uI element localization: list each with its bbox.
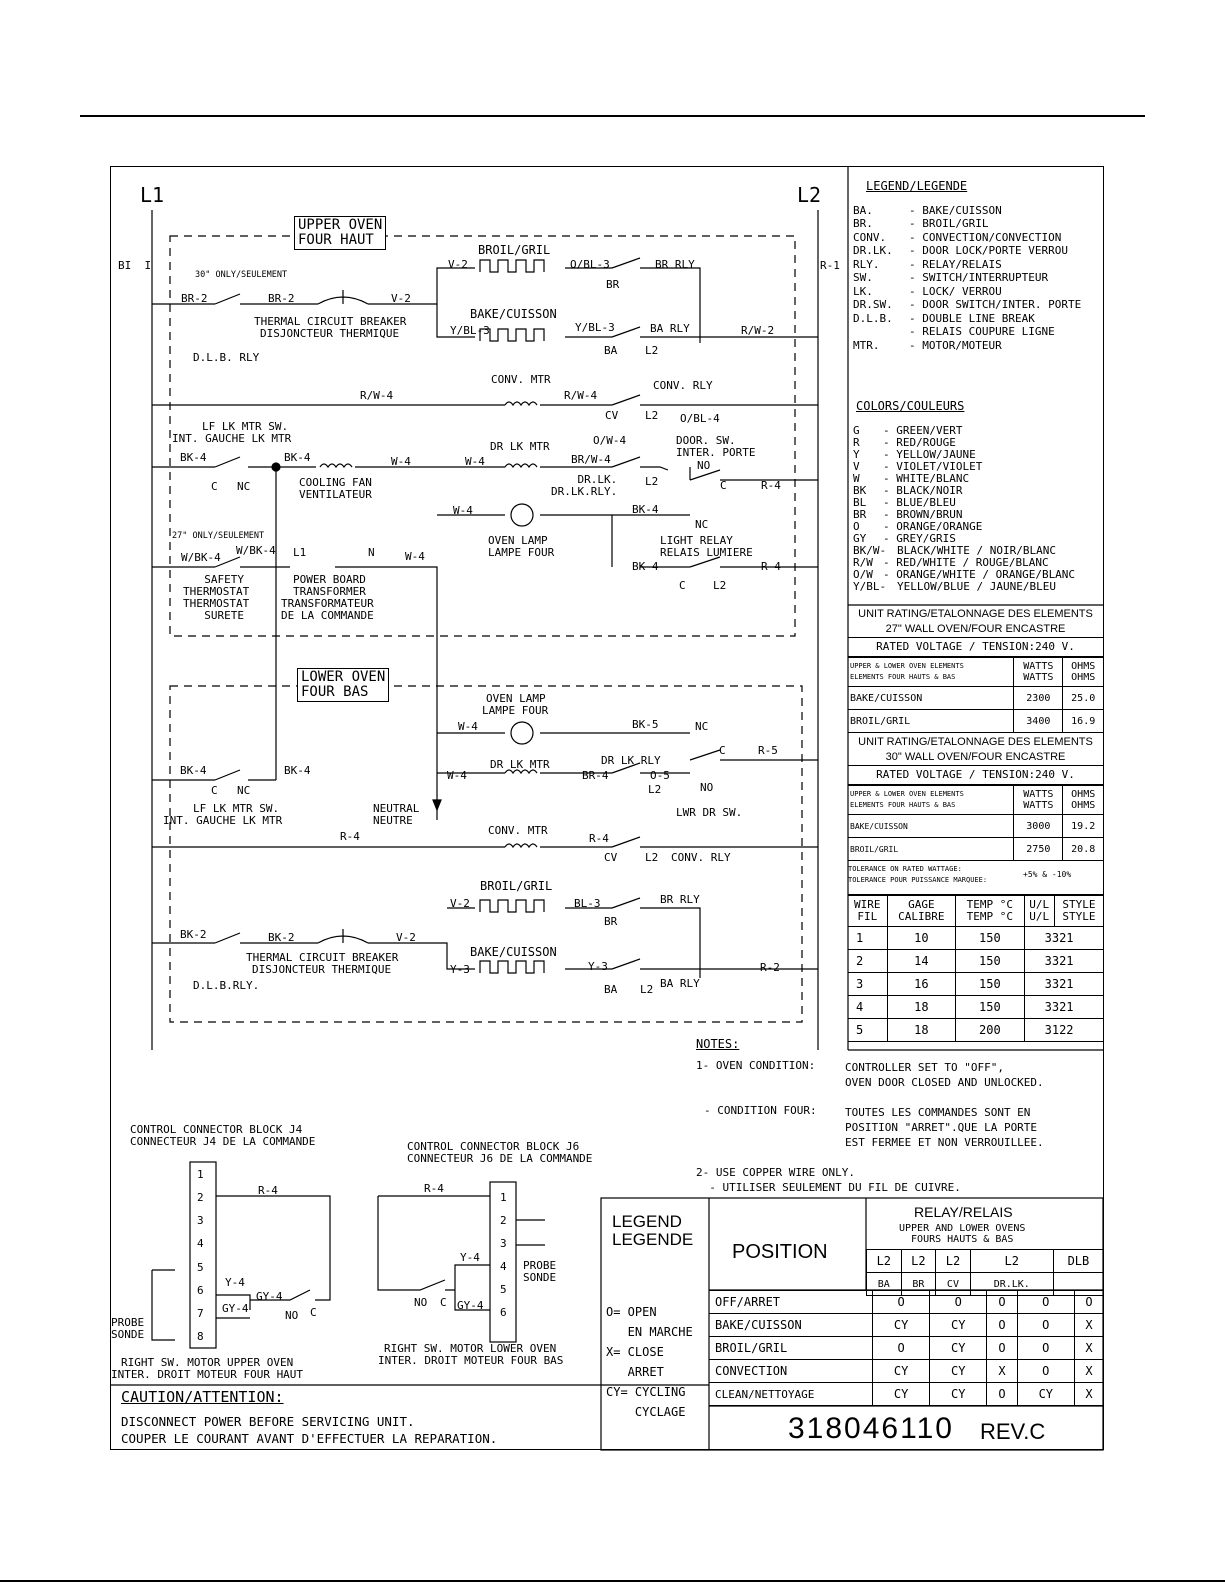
label-bk2b: BK-2 [268, 931, 295, 944]
label-br-rly-upper: BR RLY [655, 258, 695, 271]
label-bk4d: BK-4 [632, 560, 659, 573]
label-v2b: V-2 [448, 258, 468, 271]
label-w4a-lower: W-4 [458, 720, 478, 733]
j4-no: NO [285, 1309, 299, 1322]
label-w4c: W-4 [453, 504, 473, 517]
j4-caption: RIGHT SW. MOTOR UPPER OVEN INTER. DROIT MOTEUR FOUR HAUT [111, 1356, 304, 1381]
color-desc: - BLUE/BLEU [883, 496, 956, 509]
label-w4a: W-4 [391, 455, 411, 468]
label-w4b-lower: W-4 [447, 769, 467, 782]
label-bk4b: BK-4 [284, 451, 311, 464]
legend-item-desc: - LOCK/ VERROU [909, 285, 1002, 298]
label-wbk4b: W/BK-4 [236, 544, 276, 557]
color-code: BK [853, 484, 867, 497]
label-br2a: BR-2 [181, 292, 208, 305]
color-desc: YELLOW/BLUE / JAUNE/BLEU [897, 580, 1056, 593]
color-desc: - GREY/GRIS [883, 532, 956, 545]
bl-label: BI I [118, 259, 152, 272]
power-board-label: POWER BOARD TRANSFORMER TRANSFORMATEUR DE LA COMMANDE [281, 573, 374, 622]
label-r4b-upper: R-4 [761, 560, 781, 573]
color-code: W [853, 472, 860, 485]
color-desc: - YELLOW/JAUNE [883, 448, 976, 461]
table-row: BROIL/GRIL O CY O O X [709, 1337, 1103, 1360]
label-ba-upper: BA [604, 344, 618, 357]
j6-pin: 4 [500, 1260, 507, 1273]
revision: REV.C [980, 1419, 1046, 1444]
label-obl4: O/BL-4 [680, 412, 720, 425]
label-l2c: L2 [645, 475, 659, 488]
color-code: O/W [853, 568, 873, 581]
label-lwr-dr-sw: LWR DR SW. [676, 806, 743, 819]
legend-item: D.L.B. [853, 312, 893, 325]
j6-gy4: GY-4 [457, 1299, 484, 1312]
label-br-rly-lower: BR RLY [660, 893, 700, 906]
legend-item: RLY. [853, 258, 880, 271]
label-dlb-lower: D.L.B.RLY. [193, 979, 260, 992]
label-conv-rly-lower: CONV. RLY [671, 851, 731, 864]
legend-item-desc: - DOUBLE LINE BREAK [909, 312, 1035, 325]
label-ba-rly-upper: BA RLY [650, 322, 690, 335]
position-legend-title: LEGEND LEGENDE [612, 1212, 694, 1249]
label-r2: R-2 [760, 961, 780, 974]
j4-pin: 3 [197, 1214, 204, 1227]
j4-pin: 2 [197, 1191, 204, 1204]
color-desc: - WHITE/BLANC [883, 472, 970, 485]
caution-title: CAUTION/ATTENTION: [121, 1388, 284, 1406]
upper-oven-box: UPPER OVEN FOUR HAUT [294, 216, 386, 250]
label-bk4c: BK-4 [632, 503, 659, 516]
neutral-label: NEUTRAL NEUTRE [373, 802, 420, 827]
legend-item: DR.LK. [853, 244, 893, 257]
label-r5: R-5 [758, 744, 778, 757]
label-l2b-lower: L2 [645, 851, 659, 864]
label-ybl3b: Y/BL-3 [575, 321, 615, 334]
j6-no: NO [414, 1296, 428, 1309]
j6-title: CONTROL CONNECTOR BLOCK J6 CONNECTEUR J6 DE LA COMMANDE [407, 1140, 593, 1165]
label-l2d: L2 [713, 579, 727, 592]
j6-caption: RIGHT SW. MOTOR LOWER OVEN INTER. DROIT MOTEUR FOUR BAS [378, 1342, 564, 1367]
legend-item: BR. [853, 217, 873, 230]
label-r4-upper: R-4 [761, 479, 781, 492]
label-nc2-lower: NC [237, 784, 251, 797]
label-ow4: O/W-4 [593, 434, 627, 447]
j4-pin: 5 [197, 1261, 204, 1274]
label-rw2: R/W-2 [741, 324, 775, 337]
door-sw-label: DOOR. SW. INTER. PORTE [676, 434, 756, 459]
label-w4b: W-4 [465, 455, 485, 468]
caution-text: DISCONNECT POWER BEFORE SERVICING UNIT. COUPER LE COURANT AVANT D'EFFECTUER LA REPARATION. [121, 1414, 498, 1446]
label-r4a-lower: R-4 [340, 830, 360, 843]
label-broil-upper: BROIL/GRIL [478, 243, 551, 257]
position-label: POSITION [732, 1241, 828, 1263]
legend-item-desc: - MOTOR/MOTEUR [909, 339, 1002, 352]
table-row: 1 10 150 3321 [848, 927, 1103, 950]
table-row: BROIL/GRIL 3400 16.9 [848, 710, 1103, 733]
rating-30-head: UPPER & LOWER OVEN ELEMENTS ELEMENTS FOUR HAUTS & BAS WATTS WATTS OHMS OHMS [848, 786, 1103, 815]
table-row: CLEAN/NETTOYAGE CY CY O CY X [709, 1383, 1103, 1406]
label-br2b: BR-2 [268, 292, 295, 305]
j4-y4: Y-4 [225, 1276, 245, 1289]
l1-label: L1 [140, 183, 165, 207]
safety-thermostat-label: SAFETY THERMOSTAT THERMOSTAT SURETE [183, 573, 250, 622]
label-c2-lower: C [211, 784, 218, 797]
note1-label: 1- OVEN CONDITION: [696, 1059, 816, 1072]
label-cv-lower: CV [604, 851, 618, 864]
legend-item: DR.SW. [853, 298, 893, 311]
label-conv-rly-upper: CONV. RLY [653, 379, 713, 392]
color-desc: - BROWN/BRUN [883, 508, 963, 521]
label-n-pb: N [368, 546, 375, 559]
label-bk4a-lower: BK-4 [180, 764, 207, 777]
label-y3a: Y-3 [450, 963, 470, 976]
color-code: BK/W- [853, 544, 887, 557]
color-code: Y/BL- [853, 580, 887, 593]
upper-lamp-label: OVEN LAMP LAMPE FOUR [488, 534, 555, 559]
relay-col-header: L2 L2 L2 L2 DLB BA BR CV DR.LK. [866, 1249, 1103, 1296]
j4-r4: R-4 [258, 1184, 278, 1197]
j4-pin: 8 [197, 1330, 204, 1343]
color-code: Y [853, 448, 860, 461]
j4-pin: 6 [197, 1284, 204, 1297]
part-number: 318046110 [788, 1412, 954, 1445]
legend-item-desc: - RELAY/RELAIS [909, 258, 1002, 271]
color-desc: BLACK/WHITE / NOIR/BLANC [897, 544, 1056, 557]
drlk-label: DR.LK. DR.LK.RLY. [551, 473, 618, 498]
j4-pin: 7 [197, 1307, 204, 1320]
label-ybl3a: Y/BL-3 [450, 324, 490, 337]
legend-item-desc: - DOOR SWITCH/INTER. PORTE [909, 298, 1082, 311]
label-w4d: W-4 [405, 550, 425, 563]
label-bake-lower: BAKE/CUISSON [470, 945, 557, 959]
label-l2b: L2 [645, 409, 659, 422]
label-c-upper: C [211, 480, 218, 493]
color-code: R/W [853, 556, 873, 569]
position-table [709, 1290, 1103, 1406]
table-row: BAKE/CUISSON CY CY O O X [709, 1314, 1103, 1337]
position-legend-items: O= OPEN EN MARCHE X= CLOSE ARRET CY= CYCLING CYCLAGE [606, 1305, 693, 1419]
label-ba-lower: BA [604, 983, 618, 996]
label-rw4a: R/W-4 [360, 389, 394, 402]
label-c2-upper: C [720, 479, 727, 492]
j6-r4: R-4 [424, 1182, 444, 1195]
legend-item-desc: - BAKE/CUISSON [909, 204, 1002, 217]
label-br-lower: BR [604, 915, 618, 928]
color-code: BL [853, 496, 867, 509]
label-nc-lower: NC [695, 720, 709, 733]
rating-27-table [848, 605, 1103, 1042]
rating-30-title: UNIT RATING/ETALONNAGE DES ELEMENTS 30" WALL OVEN/FOUR ENCASTRE [848, 733, 1103, 766]
label-obl3: O/BL-3 [570, 258, 610, 271]
j6-pin: 6 [500, 1306, 507, 1319]
j6-pin: 5 [500, 1283, 507, 1296]
label-br4: BR-4 [582, 769, 609, 782]
lower-lf-lk-label: LF LK MTR SW. INT. GAUCHE LK MTR [163, 802, 283, 827]
label-c-lower: C [719, 744, 726, 757]
label-wbk4a: W/BK-4 [181, 551, 221, 564]
label-cv-upper: CV [605, 409, 619, 422]
label-no-lower: NO [700, 781, 714, 794]
legend-item-desc: - BROIL/GRIL [909, 217, 989, 230]
label-y3b: Y-3 [588, 960, 608, 973]
color-desc: - VIOLET/VIOLET [883, 460, 983, 473]
label-c3-upper: C [679, 579, 686, 592]
label-conv-mtr-upper: CONV. MTR [491, 373, 551, 386]
r1-label: R-1 [820, 259, 840, 272]
color-code: BR [853, 508, 867, 521]
only27-label: 27" ONLY/SEULEMENT [172, 531, 265, 541]
legend-item: CONV. [853, 231, 887, 244]
lower-oven-box: LOWER OVEN FOUR BAS [297, 668, 389, 702]
label-bake-upper: BAKE/CUISSON [470, 307, 557, 321]
legend-item-desc: - SWITCH/INTERRUPTEUR [909, 271, 1049, 284]
legend-item: BA. [853, 204, 873, 217]
table-row: 4 18 150 3321 [848, 996, 1103, 1019]
label-l2a-lower: L2 [648, 783, 662, 796]
label-dr-lk-mtr-upper: DR LK MTR [490, 440, 550, 453]
j6-c: C [440, 1296, 447, 1309]
label-nc2-upper: NC [695, 518, 709, 531]
color-code: GY [853, 532, 867, 545]
j4-pin: 1 [197, 1168, 204, 1181]
color-desc: - ORANGE/WHITE / ORANGE/BLANC [883, 568, 1076, 581]
table-row: 5 18 200 3122 [848, 1019, 1103, 1042]
label-bk5: BK-5 [632, 718, 659, 731]
label-ba-rly-lower: BA RLY [660, 977, 700, 990]
j4-gy4a: GY-4 [222, 1302, 249, 1315]
legend-item-desc: - CONVECTION/CONVECTION [909, 231, 1062, 244]
legend-item-desc: - RELAIS COUPURE LIGNE [909, 325, 1055, 338]
upper-breaker-label: THERMAL CIRCUIT BREAKER DISJONCTEUR THERMIQUE [254, 315, 407, 340]
color-code: O [853, 520, 860, 533]
label-v2a-lower: V-2 [450, 897, 470, 910]
color-code: R [853, 436, 860, 449]
legend-item-desc: - DOOR LOCK/PORTE VERROU [909, 244, 1068, 257]
j4-c: C [310, 1306, 317, 1319]
j4-title: CONTROL CONNECTOR BLOCK J4 CONNECTEUR J4 DE LA COMMANDE [130, 1123, 316, 1148]
label-broil-lower: BROIL/GRIL [480, 879, 553, 893]
table-row: 3 16 150 3321 [848, 973, 1103, 996]
legend-item: MTR. [853, 339, 880, 352]
colors-title: COLORS/COULEURS [856, 399, 965, 413]
l2-label: L2 [797, 183, 822, 207]
j4-pin: 4 [197, 1237, 204, 1250]
note1f-label: - CONDITION FOUR: [704, 1104, 817, 1117]
wire-table [848, 895, 1103, 1042]
color-desc: - RED/WHITE / ROUGE/BLANC [883, 556, 1049, 569]
label-dlb-upper: D.L.B. RLY [193, 351, 260, 364]
only30-label: 30" ONLY/SEULEMENT [195, 270, 288, 280]
color-desc: - ORANGE/ORANGE [883, 520, 983, 533]
lower-breaker-label: THERMAL CIRCUIT BREAKER DISJONCTEUR THERMIQUE [246, 951, 399, 976]
relay-title: RELAY/RELAIS [914, 1204, 1013, 1220]
legend-item: LK. [853, 285, 873, 298]
table-row: BROIL/GRIL 2750 20.8 [848, 838, 1103, 861]
note1-text: CONTROLLER SET TO "OFF", OVEN DOOR CLOSED AND UNLOCKED. [845, 1061, 1044, 1089]
rating-27-voltage: RATED VOLTAGE / TENSION:240 V. [848, 638, 1103, 657]
label-bk4a: BK-4 [180, 451, 207, 464]
color-desc: - GREEN/VERT [883, 424, 963, 437]
j6-pin: 3 [500, 1237, 507, 1250]
color-desc: - RED/ROUGE [883, 436, 956, 449]
light-relay-label: LIGHT RELAY RELAIS LUMIERE [660, 534, 753, 559]
label-v2b-lower: V-2 [396, 931, 416, 944]
label-l2a: L2 [645, 344, 659, 357]
label-bl3: BL-3 [574, 897, 601, 910]
table-row: BAKE/CUISSON 3000 19.2 [848, 815, 1103, 838]
j6-y4: Y-4 [460, 1251, 480, 1264]
note1f-text: TOUTES LES COMMANDES SONT EN POSITION "ARRET".QUE LA PORTE EST FERMEE ET NON VERROUILLEE. [845, 1106, 1044, 1149]
label-nc-upper: NC [237, 480, 251, 493]
table-row: OFF/ARRET O O O O O [709, 1291, 1103, 1314]
label-dr-lk-rly: DR LK RLY [601, 754, 661, 767]
legend-title: LEGEND/LEGENDE [866, 179, 968, 193]
j4-gy4b: GY-4 [256, 1290, 283, 1303]
label-l1-pb: L1 [293, 546, 307, 559]
rating-27-head: UPPER & LOWER OVEN ELEMENTS ELEMENTS FOUR HAUTS & BAS WATTS WATTS OHMS OHMS [848, 658, 1103, 687]
label-dr-lk-mtr-lower: DR LK MTR [490, 758, 550, 771]
fan-label: COOLING FAN VENTILATEUR [299, 476, 372, 501]
lower-lamp-label: OVEN LAMP LAMPE FOUR [482, 692, 549, 717]
rating-27-title: UNIT RATING/ETALONNAGE DES ELEMENTS 27" WALL OVEN/FOUR ENCASTRE [848, 605, 1103, 638]
note2-text: 2- USE COPPER WIRE ONLY. - UTILISER SEULEMENT DU FIL DE CUIVRE. [696, 1166, 961, 1194]
label-r4b-lower: R-4 [589, 832, 609, 845]
label-bk4b-lower: BK-4 [284, 764, 311, 777]
j6-probe: PROBE SONDE [523, 1259, 557, 1284]
table-row: BAKE/CUISSON 2300 25.0 [848, 687, 1103, 710]
label-conv-mtr-lower: CONV. MTR [488, 824, 548, 837]
j6-pin: 1 [500, 1191, 507, 1204]
legend-item: SW. [853, 271, 873, 284]
color-code: G [853, 424, 860, 437]
table-row: CONVECTION CY CY X O X [709, 1360, 1103, 1383]
notes-title: NOTES: [696, 1037, 740, 1051]
label-no-upper: NO [697, 459, 711, 472]
label-l2c-lower: L2 [640, 983, 654, 996]
color-desc: - BLACK/NOIR [883, 484, 963, 497]
relay-subtitle: UPPER AND LOWER OVENS FOURS HAUTS & BAS [899, 1223, 1026, 1245]
label-bk2a: BK-2 [180, 928, 207, 941]
j6-pin: 2 [500, 1214, 507, 1227]
wire-head: WIRE FIL GAGE CALIBRE TEMP °C TEMP °C U/L U/L STYLE STYLE [848, 896, 1103, 927]
label-brw4: BR/W-4 [571, 453, 611, 466]
rating-30-voltage: RATED VOLTAGE / TENSION:240 V. [848, 766, 1103, 785]
j4-probe: PROBE SONDE [111, 1316, 145, 1341]
color-code: V [853, 460, 860, 473]
upper-lf-lk-label: LF LK MTR SW. INT. GAUCHE LK MTR [172, 420, 292, 445]
tolerance-note: TOLERANCE ON RATED WATTAGE: TOLERANCE POUR PUISSANCE MARQUEE: +5% & -10% [848, 861, 1103, 895]
label-rw4b: R/W-4 [564, 389, 598, 402]
label-o5: O-5 [650, 769, 670, 782]
label-br-upper: BR [606, 278, 620, 291]
label-v2a: V-2 [391, 292, 411, 305]
table-row: 2 14 150 3321 [848, 950, 1103, 973]
